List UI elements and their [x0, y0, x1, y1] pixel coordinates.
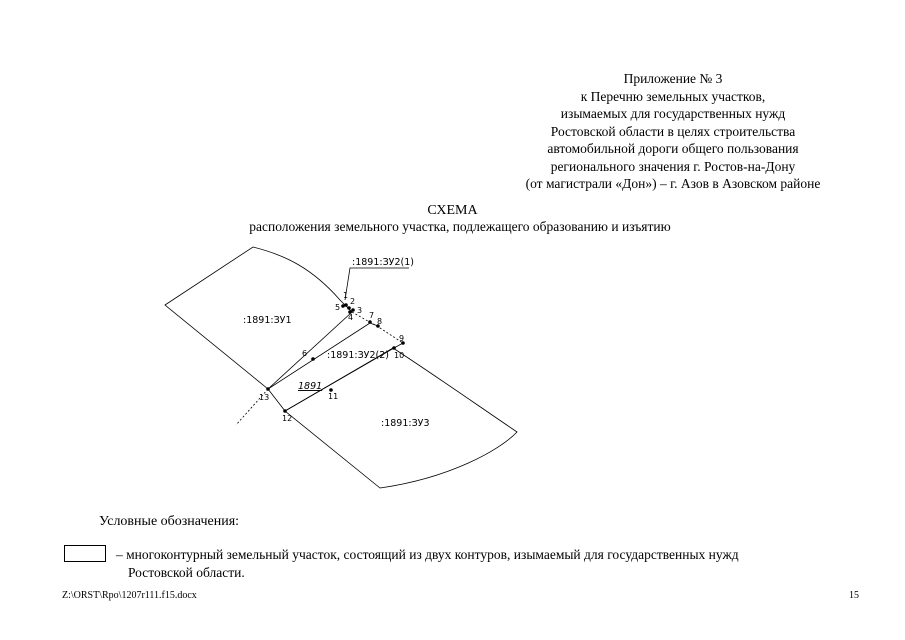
point-label: 11: [328, 392, 339, 401]
callout-leader: [345, 268, 409, 300]
appendix-line: Ростовской области в целях строительства: [550, 123, 796, 139]
point-marker: [347, 306, 351, 310]
legend-line: Ростовской области.: [128, 565, 245, 580]
file-path: Z:\ORST\Rpo\1207r111.f15.docx: [62, 590, 197, 601]
page-number: 15: [849, 590, 859, 601]
corridor-edge-dashed: [236, 312, 403, 425]
legend-symbol-box: [64, 545, 106, 562]
point-label: 8: [377, 317, 383, 326]
point-marker: [283, 409, 287, 413]
scheme-subtitle: расположения земельного участка, подлежащего образованию и изъятию: [249, 219, 671, 234]
point-label: 6: [302, 349, 308, 358]
legend-title: Условные обозначения:: [99, 514, 240, 529]
point-label: 13: [259, 393, 270, 402]
appendix-line: регионального значения г. Ростов-на-Дону: [550, 158, 796, 174]
point-label: 4: [348, 313, 354, 322]
parcel-label-zu2-2: :1891:ЗУ2(2): [327, 350, 389, 361]
point-marker: [266, 387, 270, 391]
quarter-label: 1891: [298, 381, 323, 392]
corridor-edge: [268, 389, 285, 411]
parcel-label-zu3: :1891:ЗУ3: [381, 418, 430, 429]
point-label: 7: [369, 311, 375, 320]
appendix-line: Приложение № 3: [623, 71, 723, 86]
legend-description: [116, 546, 858, 582]
point-marker: [311, 357, 315, 361]
point-marker: [392, 346, 396, 350]
legend-line: – многоконтурный земельный участок, состоящий из двух контуров, изымаемый для государственных нужд: [116, 547, 739, 562]
point-label: 1: [343, 291, 349, 300]
point-label: 12: [282, 414, 293, 423]
point-label: 5: [335, 303, 341, 312]
point-marker: [344, 303, 348, 307]
point-label: 9: [399, 334, 405, 343]
point-label: 3: [357, 306, 363, 315]
parcel-label-zu1: :1891:ЗУ1: [243, 315, 292, 326]
appendix-line: к Перечню земельных участков,: [580, 88, 766, 104]
point-marker: [368, 320, 372, 324]
appendix-line: (от магистрали «Дон») – г. Азов в Азовском районе: [525, 176, 821, 191]
scheme-title: СХЕМА: [427, 203, 478, 218]
parcel-label-zu2-1: :1891:ЗУ2(1): [352, 257, 414, 268]
point-label: 10: [394, 351, 405, 360]
appendix-line: изымаемых для государственных нужд: [560, 106, 786, 121]
appendix-line: автомобильной дороги общего пользования: [547, 141, 799, 156]
point-marker: [351, 308, 355, 312]
point-label: 2: [350, 297, 356, 306]
